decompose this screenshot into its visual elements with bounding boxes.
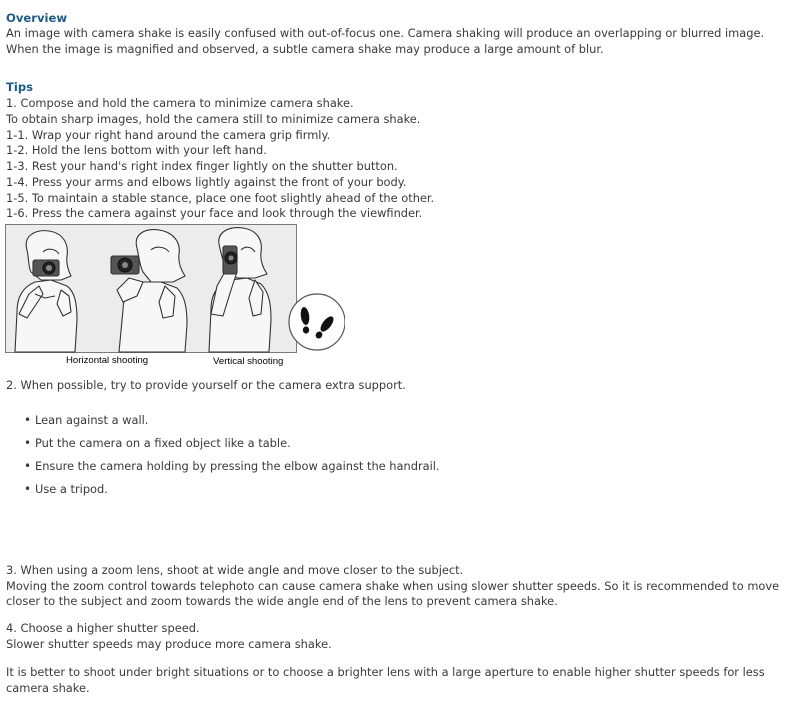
footprints-stance-icon (289, 294, 345, 350)
tip1-intro: To obtain sharp images, hold the camera still to minimize camera shake. (6, 112, 421, 126)
tip4-line: Slower shutter speeds may produce more camera shake. (6, 637, 332, 651)
tip1-step: 1-5. To maintain a stable stance, place one foot slightly ahead of the other. (6, 191, 435, 205)
overview-line: An image with camera shake is easily confused with out-of-focus one. Camera shaking will produce an overlapping or blurred image. (6, 26, 765, 40)
tip3-title: 3. When using a zoom lens, shoot at wide angle and move closer to the subject. (6, 563, 464, 577)
tip3-line: closer to the subject and zoom towards the wide angle end of the lens to prevent camera shake. (6, 594, 558, 608)
list-item: • Ensure the camera holding by pressing the elbow against the handrail. (24, 459, 440, 474)
tip3-line: Moving the zoom control towards telephoto can cause camera shake when using slower shutter speeds. So it is recommended to move (6, 579, 780, 593)
list-item: • Put the camera on a fixed object like a table. (24, 436, 291, 451)
closing-line: It is better to shoot under bright situations or to choose a brighter lens with a large aperture to enable higher shutter speeds for less (6, 665, 765, 679)
closing-line: camera shake. (6, 681, 90, 695)
camera-holding-figure (5, 224, 345, 369)
camera-holding-illustration (5, 224, 345, 369)
tip4-title: 4. Choose a higher shutter speed. (6, 621, 200, 635)
tip1-step: 1-4. Press your arms and elbows lightly against the front of your body. (6, 175, 407, 189)
tip1-step: 1-2. Hold the lens bottom with your left hand. (6, 143, 267, 157)
tip1-step: 1-1. Wrap your right hand around the camera grip firmly. (6, 128, 331, 142)
list-item: • Lean against a wall. (24, 413, 148, 428)
overview-heading: Overview (6, 11, 68, 25)
tip2-title: 2. When possible, try to provide yourself or the camera extra support. (6, 378, 406, 392)
caption-horizontal-shooting: Horizontal shooting (66, 355, 149, 366)
tip1-title: 1. Compose and hold the camera to minimize camera shake. (6, 96, 354, 110)
tip1-step: 1-3. Rest your hand's right index finger lightly on the shutter button. (6, 159, 398, 173)
caption-vertical-shooting: Vertical shooting (213, 356, 284, 367)
list-item: • Use a tripod. (24, 482, 108, 497)
overview-line: When the image is magnified and observed, a subtle camera shake may produce a large amount of blur. (6, 42, 604, 56)
tip1-step: 1-6. Press the camera against your face and look through the viewfinder. (6, 206, 423, 220)
tips-heading: Tips (6, 80, 34, 94)
